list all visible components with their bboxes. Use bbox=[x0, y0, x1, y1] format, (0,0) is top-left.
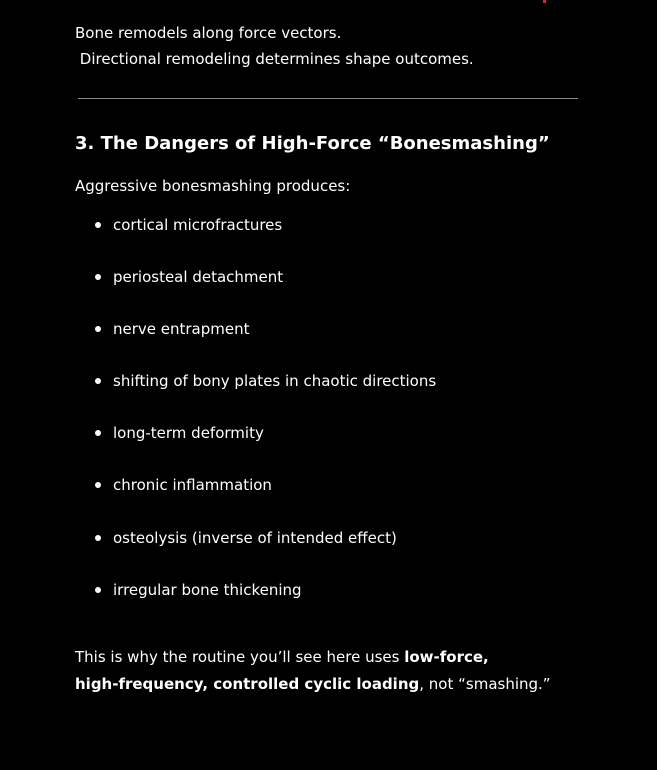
closing-text-2: , not “smashing.” bbox=[419, 675, 551, 693]
intro-line-1: Bone remodels along force vectors. bbox=[75, 24, 342, 42]
section-lead: Aggressive bonesmashing produces: bbox=[75, 177, 351, 195]
bullet-icon bbox=[95, 274, 101, 280]
closing-paragraph bbox=[75, 644, 551, 698]
list-item-text: cortical microfractures bbox=[113, 216, 283, 234]
bullet-icon bbox=[95, 326, 101, 332]
closing-bold-2: high-frequency, controlled cyclic loading bbox=[75, 675, 420, 693]
bullet-icon bbox=[95, 430, 101, 436]
section-divider bbox=[78, 98, 578, 99]
red-accent-mark bbox=[543, 0, 546, 3]
list-item-text: chronic inflammation bbox=[113, 476, 272, 495]
bullet-icon bbox=[95, 535, 101, 541]
list-item-text: shifting of bony plates in chaotic directions bbox=[113, 372, 437, 391]
bullet-icon bbox=[95, 482, 101, 488]
bullet-icon bbox=[95, 222, 101, 228]
list-item-text: irregular bone thickening bbox=[113, 580, 302, 599]
list-item-text: nerve entrapment bbox=[113, 320, 250, 339]
list-item-text: periosteal detachment bbox=[113, 268, 284, 287]
section-heading: 3. The Dangers of High-Force “Bonesmashing” bbox=[75, 133, 550, 154]
intro-line-2: Directional remodeling determines shape outcomes. bbox=[75, 50, 474, 68]
list-item-text: osteolysis (inverse of intended effect) bbox=[113, 528, 397, 547]
closing-bold-1: low-force, bbox=[404, 648, 489, 666]
bullet-icon bbox=[95, 378, 101, 384]
bullet-icon bbox=[95, 587, 101, 593]
closing-text-1: This is why the routine you’ll see here uses bbox=[75, 648, 405, 666]
list-item-text: long-term deformity bbox=[113, 424, 264, 443]
intro-paragraph bbox=[75, 20, 474, 72]
